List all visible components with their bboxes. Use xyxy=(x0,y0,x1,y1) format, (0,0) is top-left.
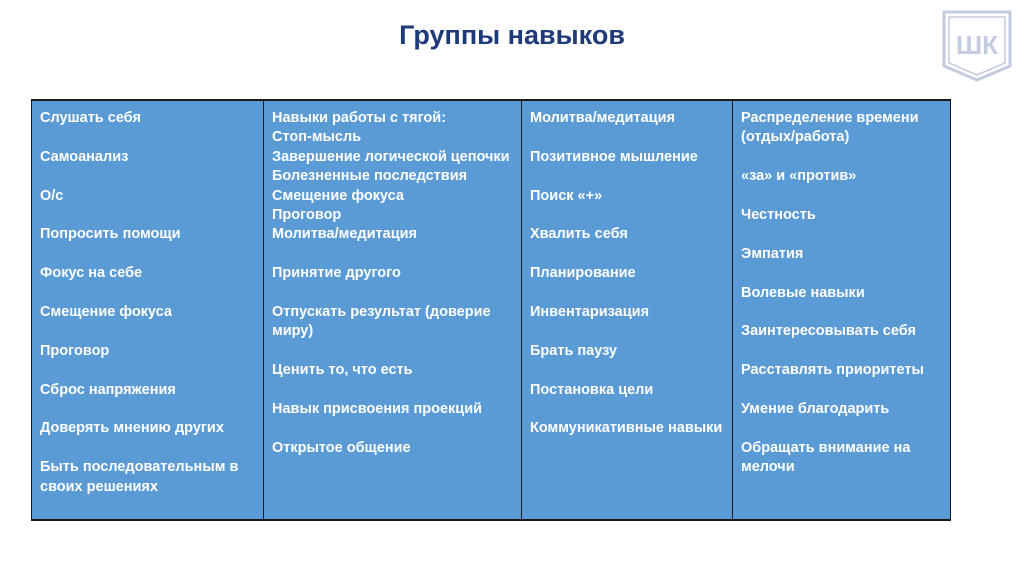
list-item: Проговор xyxy=(272,207,342,224)
list-item: Быть последовательным в своих решениях xyxy=(40,459,239,495)
list-item: Доверять мнению других xyxy=(40,420,224,437)
skills-column-3 xyxy=(521,101,732,519)
list-item: Сброс напряжения xyxy=(40,381,176,398)
list-item: Проговор xyxy=(40,342,110,359)
list-item: Эмпатия xyxy=(741,245,804,262)
list-item: Слушать себя xyxy=(40,110,141,126)
list-item: Смещение фокуса xyxy=(272,187,404,204)
list-item: Коммуникативные навыки xyxy=(530,420,723,437)
list-item: Стоп-мысль xyxy=(272,129,362,146)
list-item: Поиск «+» xyxy=(530,187,603,204)
list-item: Молитва/медитация xyxy=(272,226,417,243)
skills-column-1 xyxy=(31,101,263,519)
list-item: Смещение фокуса xyxy=(40,303,172,320)
list-item: Распределение времени (отдых/работа) xyxy=(741,110,919,146)
list-item: Попросить помощи xyxy=(40,226,181,243)
list-item: Позитивное мышление xyxy=(530,148,698,165)
list-item: Брать паузу xyxy=(530,342,617,359)
list-item: Волевые навыки xyxy=(741,284,865,301)
list-item: Принятие другого xyxy=(272,265,401,282)
list-item: Хвалить себя xyxy=(530,226,628,243)
svg-text:ШК: ШК xyxy=(956,30,998,60)
list-item: Постановка цели xyxy=(530,381,654,398)
list-item: Инвентаризация xyxy=(530,303,650,320)
skills-table xyxy=(31,99,951,521)
list-item: Открытое общение xyxy=(272,439,411,456)
list-item: Ценить то, что есть xyxy=(272,362,413,379)
list-item: Честность xyxy=(741,207,816,223)
list-item: Навык присвоения проекций xyxy=(272,401,483,418)
list-item: Заинтересовывать себя xyxy=(741,323,916,340)
list-item: Самоанализ xyxy=(40,148,129,165)
list-item: Болезненные последствия xyxy=(272,168,468,185)
list-item: Навыки работы с тягой: xyxy=(272,110,447,126)
list-item: Обращать внимание на мелочи xyxy=(741,439,911,476)
list-item: Завершение логической цепочки xyxy=(272,148,510,165)
list-item: Фокус на себе xyxy=(40,265,143,282)
skills-column-2 xyxy=(263,101,521,519)
list-item: Планирование xyxy=(530,265,636,282)
school-logo-icon xyxy=(940,8,1014,82)
list-item: Молитва/медитация xyxy=(530,110,675,126)
list-item: Отпускать результат (доверие миру) xyxy=(272,304,491,340)
list-item: Умение благодарить xyxy=(741,400,890,417)
slide-title: Группы навыков xyxy=(399,20,625,50)
list-item: О/с xyxy=(40,187,64,204)
list-item: Расставлять приоритеты xyxy=(741,362,924,379)
skills-column-4 xyxy=(732,101,951,519)
list-item: «за» и «против» xyxy=(741,168,857,185)
